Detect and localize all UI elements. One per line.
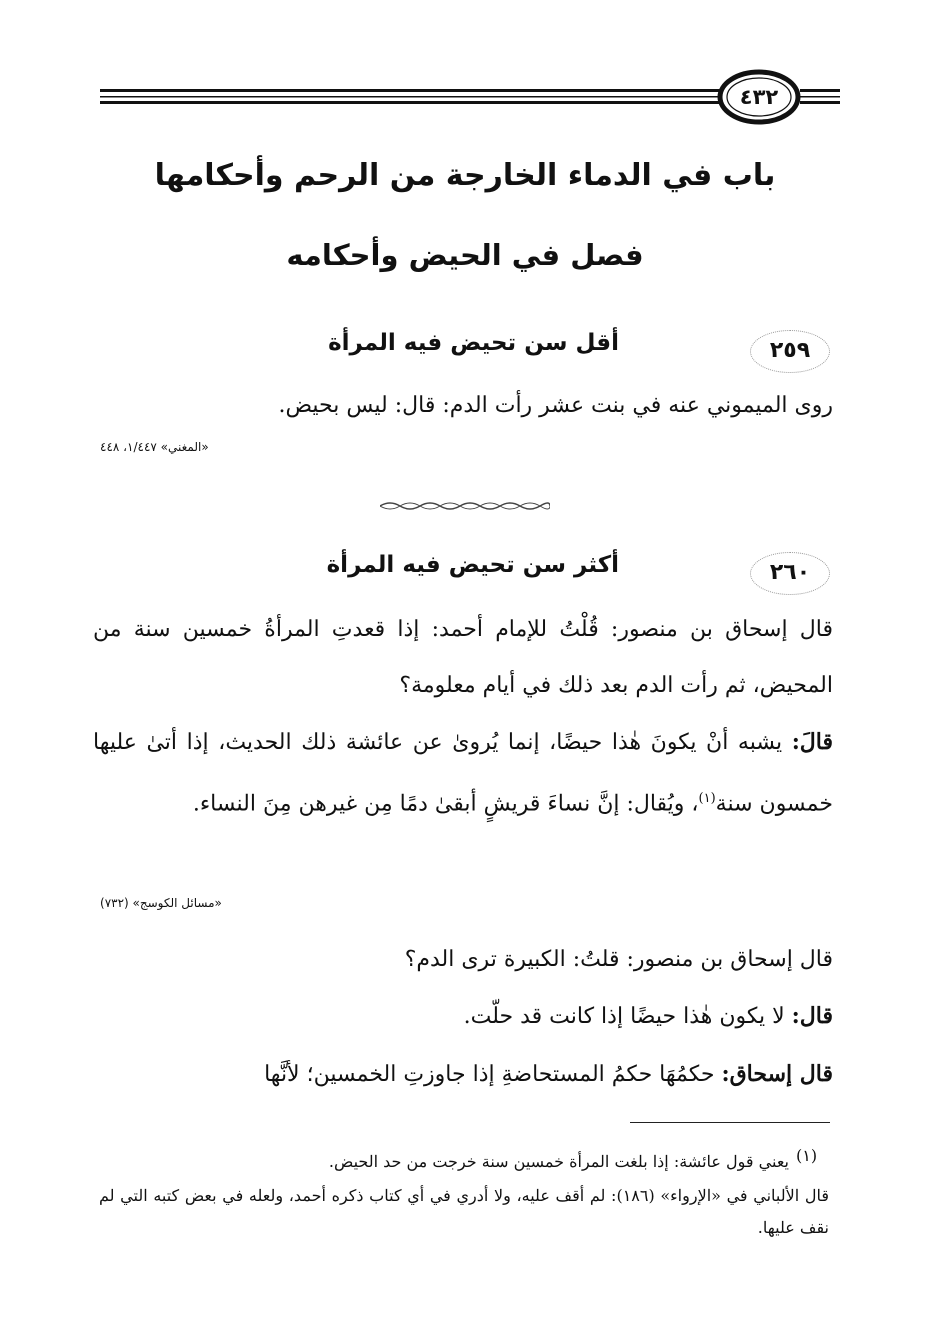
page-number: ٤٣٢ — [739, 85, 779, 109]
paragraph-answer — [93, 1046, 833, 1103]
ornament-divider — [380, 500, 550, 512]
footnote-number: (١) — [796, 1146, 818, 1165]
speaker-label: قال إسحاق: — [721, 1061, 833, 1087]
paragraph-question: قال إسحاق بن منصور: قُلْتُ للإمام أحمد: إذا قعدتِ المرأةُ خمسين سنة من المحيض، ثم رأت الدم بعد ذلك في أيام معلومة؟ — [93, 617, 833, 698]
footnote-ref: (١) — [698, 791, 716, 806]
source-citation: «مسائل الكوسج» (٧٣٢) — [100, 896, 222, 910]
answer-text-rest: ، ويُقال: إنَّ نساءَ قريشٍ أبقىٰ دمًا مِن غيرهن مِنَ النساء. — [192, 791, 699, 817]
section-title: فصل في الحيض وأحكامه — [286, 238, 644, 272]
issue-title: أكثر سن تحيض فيه المرأة — [326, 552, 619, 578]
paragraph-answer — [93, 988, 833, 1045]
issue-number: ٢٥٩ — [742, 338, 838, 363]
paragraph-answer — [93, 714, 833, 832]
footnote-text: قال الألباني في «الإرواء» (١٨٦): لم أقف عليه، ولا أدري في أي كتاب ذكره أحمد، ولعله في بعض كتبه التي لم نقف عليها. — [99, 1186, 829, 1237]
chapter-title: باب في الدماء الخارجة من الرحم وأحكامها — [154, 158, 776, 193]
paragraph-question: قال إسحاق بن منصور: قلتُ: الكبيرة ترى الدم؟ — [404, 947, 833, 972]
issue-title: أقل سن تحيض فيه المرأة — [328, 330, 619, 356]
issue-number: ٢٦٠ — [742, 560, 838, 585]
answer-text: يشبه أنْ يكونَ هٰذا حيضًا، إنما يُروىٰ عن عائشة ذلك الحديث، إذا أتىٰ عليها خمسون سنة — [93, 730, 833, 817]
footnote-rule — [630, 1122, 830, 1123]
footnote-text: يعني قول عائشة: إذا بلغت المرأة خمسين سنة خرجت من حد الحيض. — [328, 1152, 789, 1171]
source-citation: «المغني» ١/٤٤٧، ٤٤٨ — [100, 440, 209, 454]
answer-text: لا يكون هٰذا حيضًا إذا كانت قد حلّت. — [463, 1004, 785, 1029]
issue-text: روى الميموني عنه في بنت عشر رأت الدم: قال: ليس بحيض. — [278, 393, 833, 418]
speaker-label: قالَ: — [791, 729, 834, 755]
speaker-label: قال: — [791, 1003, 833, 1029]
answer-text: حكمُهَا حكمُ المستحاضةِ إذا جاوزتِ الخمسين؛ لأنَّها — [264, 1062, 715, 1087]
